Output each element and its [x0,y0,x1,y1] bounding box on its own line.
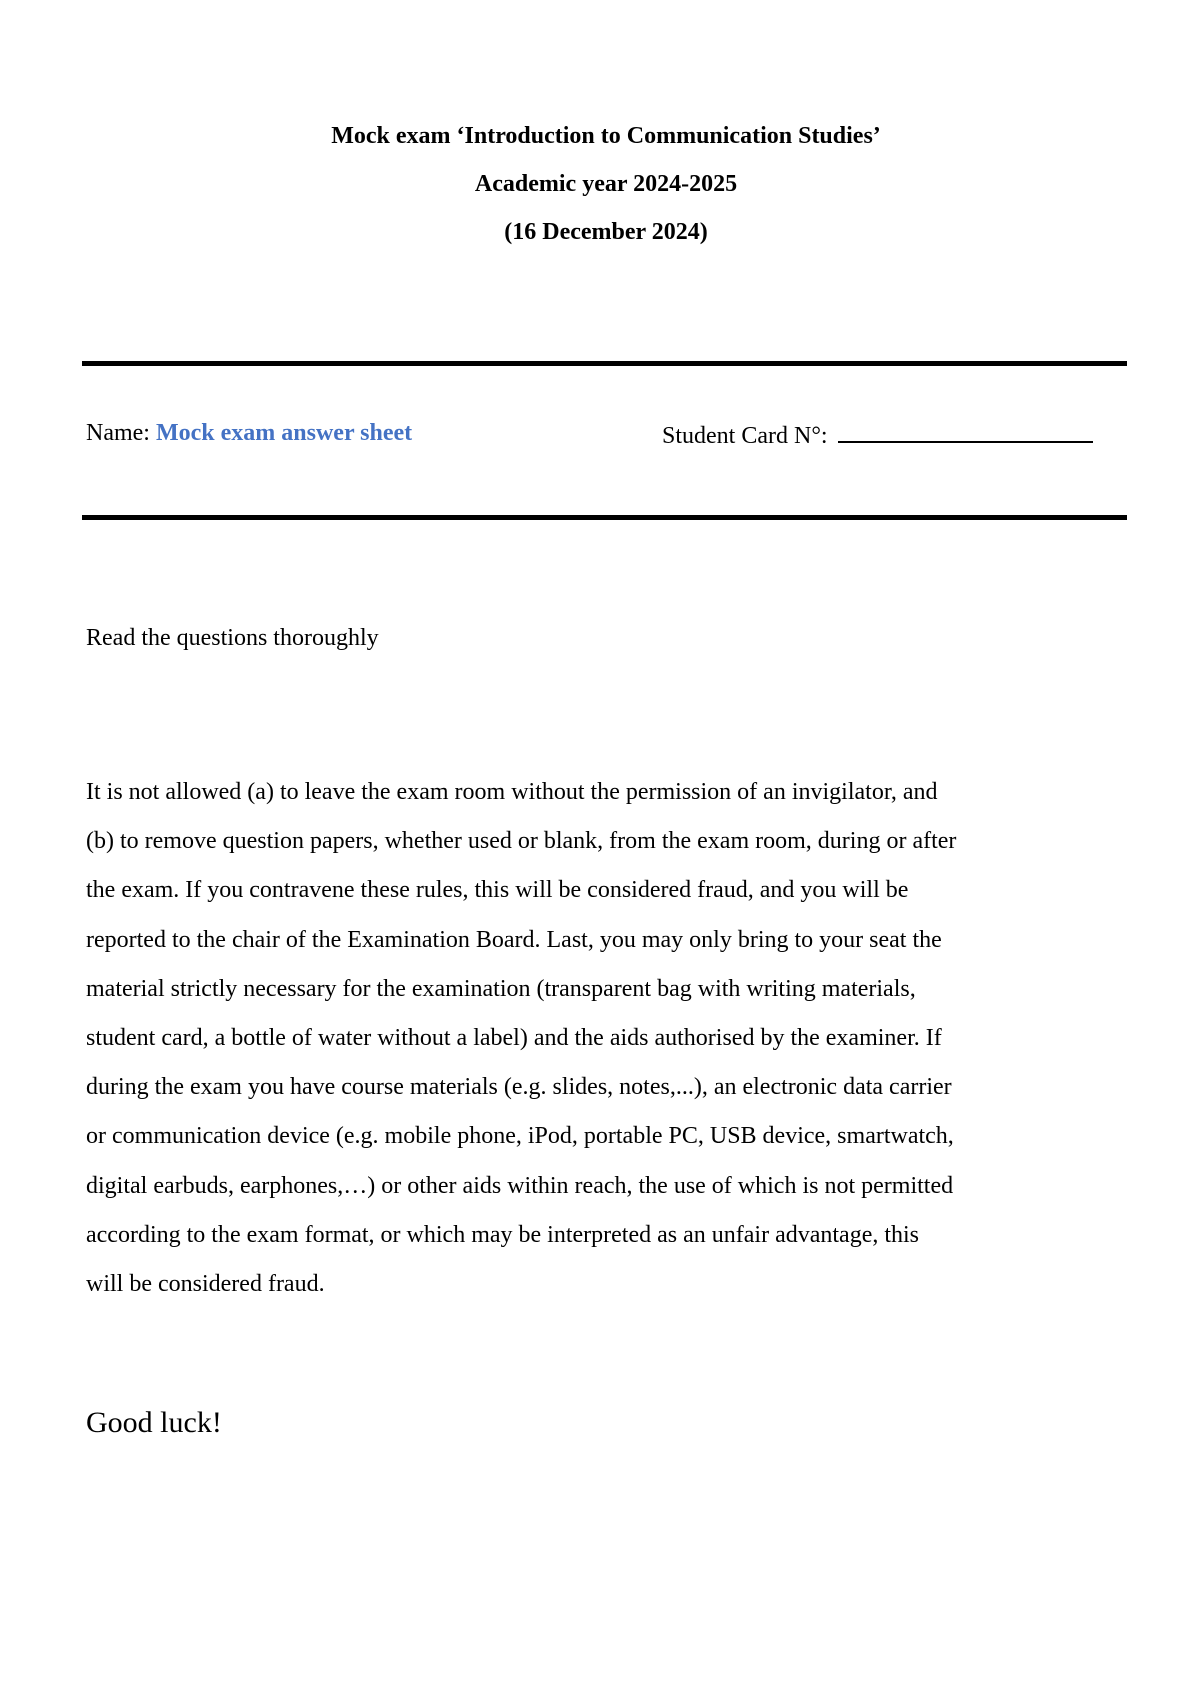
academic-year: Academic year 2024-2025 [474,171,738,197]
rules-line: It is not allowed (a) to leave the exam room without the permission of an invigilator, and [86,779,938,805]
exam-date: (16 December 2024) [504,219,708,245]
top-divider [82,361,1127,366]
rules-line: will be considered fraud. [86,1271,325,1298]
rules-line: (b) to remove question papers, whether used or blank, from the exam room, during or after [86,828,957,855]
rules-line: digital earbuds, earphones,…) or other aids within reach, the use of which is not permitted [86,1172,954,1199]
rules-line: during the exam you have course materials (e.g. slides, notes,...), an electronic data carrier [86,1074,952,1101]
student-card-blank-line[interactable] [838,415,1093,443]
rules-line: reported to the chair of the Examination Board. Last, you may only bring to your seat the [86,926,942,953]
student-card-label: Student Card N°: [662,423,834,449]
identification-row [86,415,1126,451]
exam-rules-paragraph [86,768,1146,1309]
bottom-divider [82,515,1127,520]
rules-line: student card, a bottle of water without a label) and the aids authorised by the examiner. If [86,1025,942,1052]
exam-header [0,112,1200,256]
exam-title: Mock exam ‘Introduction to Communication Studies’ [331,123,881,149]
rules-line: material strictly necessary for the examination (transparent bag with writing materials, [86,975,916,1002]
name-value: Mock exam answer sheet [155,420,413,446]
name-field [86,415,412,451]
rules-line: according to the exam format, or which may be interpreted as an unfair advantage, this [86,1221,920,1248]
rules-line: the exam. If you contravene these rules, this will be considered fraud, and you will be [86,877,909,904]
closing-message: Good luck! [86,1406,222,1439]
rules-line: or communication device (e.g. mobile phone, iPod, portable PC, USB device, smartwatch, [86,1123,954,1150]
instruction-text: Read the questions thoroughly [86,625,379,651]
name-label: Name: [86,420,156,446]
student-card-field [662,415,1093,454]
